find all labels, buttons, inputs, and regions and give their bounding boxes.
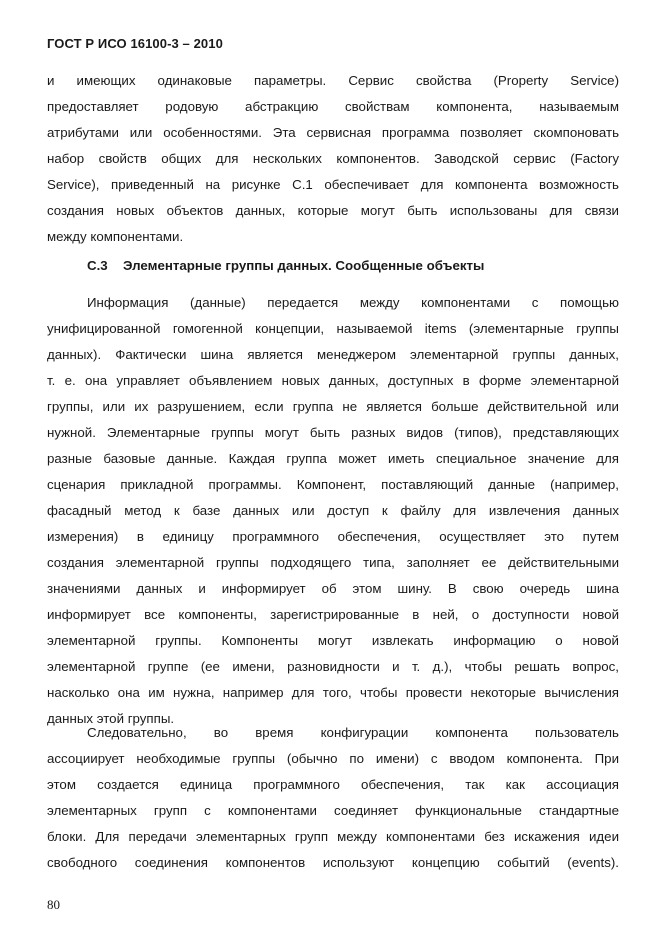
text-line: насколько она им нужна, например для того, чтобы провести некоторые вычисления (47, 685, 619, 700)
paragraph-configuration (47, 720, 619, 876)
section-number: С.3 (87, 258, 108, 273)
text-line: элементарной группе (ее имени, разновидности и т. д.), чтобы решать вопрос, (47, 659, 619, 674)
paragraph-items (47, 290, 619, 732)
text-line: ассоциирует необходимые группы (обычно по имени) с вводом компонента. При (47, 751, 619, 766)
standard-header: ГОСТ Р ИСО 16100-3 – 2010 (47, 36, 223, 51)
text-line: Информация (данные) передается между компонентами с помощью (87, 295, 619, 310)
text-line: фасадный метод к базе данных или доступ к файлу для извлечения данных (47, 503, 619, 518)
text-line: этом создается единица программного обеспечения, так как ассоциация (47, 777, 619, 792)
text-line: Следовательно, во время конфигурации компонента пользователь (87, 725, 619, 740)
text-line: между компонентами. (47, 229, 184, 244)
text-line: группы, или их разрушением, если группа не является больше действительной или (47, 399, 619, 414)
text-line: предоставляет родовую абстракцию свойствам компонента, называемым (47, 99, 619, 114)
text-line: создания элементарной группы подходящего типа, заполняет ее действительными (47, 555, 619, 570)
text-line: блоки. Для передачи элементарных групп между компонентами без искажения идеи (47, 829, 619, 844)
text-line: т. е. она управляет объявлением новых данных, доступных в форме элементарной (47, 373, 619, 388)
text-line: информирует все компоненты, зарегистрированные в ней, о доступности новой (47, 607, 619, 622)
text-line: данных этой группы. (47, 711, 175, 726)
text-line: измерения) в единицу программного обеспечения, осуществляет это путем (47, 529, 619, 544)
section-title: Элементарные группы данных. Сообщенные объекты (123, 258, 485, 273)
text-line: элементарной группы. Компоненты могут извлекать информацию о новой (47, 633, 619, 648)
section-heading (87, 258, 484, 273)
text-line: атрибутами или особенностями. Эта сервисная программа позволяет скомпоновать (47, 125, 619, 140)
text-line: набор свойств общих для нескольких компонентов. Заводской сервис (Factory (47, 151, 619, 166)
text-line: создания новых объектов данных, которые могут быть использованы для связи (47, 203, 619, 218)
text-line: сценария прикладной программы. Компонент, поставляющий данные (например, (47, 477, 619, 492)
text-line: и имеющих одинаковые параметры. Сервис свойства (Property Service) (47, 73, 619, 88)
text-line: нужной. Элементарные группы могут быть разных видов (типов), представляющих (47, 425, 619, 440)
text-line: данных). Фактически шина является менеджером элементарной группы данных, (47, 347, 619, 362)
text-line: свободного соединения компонентов используют концепцию событий (events). (47, 855, 619, 870)
text-line: Service), приведенный на рисунке С.1 обеспечивает для компонента возможность (47, 177, 619, 192)
page-number: 80 (47, 897, 60, 912)
text-line: унифицированной гомогенной концепции, называемой items (элементарные группы (47, 321, 619, 336)
text-line: элементарных групп с компонентами соединяет функциональные стандартные (47, 803, 619, 818)
text-line: разные базовые данные. Каждая группа может иметь специальное значение для (47, 451, 619, 466)
paragraph-property-service (47, 68, 619, 250)
text-line: значениями данных и информирует об этом шину. В свою очередь шина (47, 581, 619, 596)
